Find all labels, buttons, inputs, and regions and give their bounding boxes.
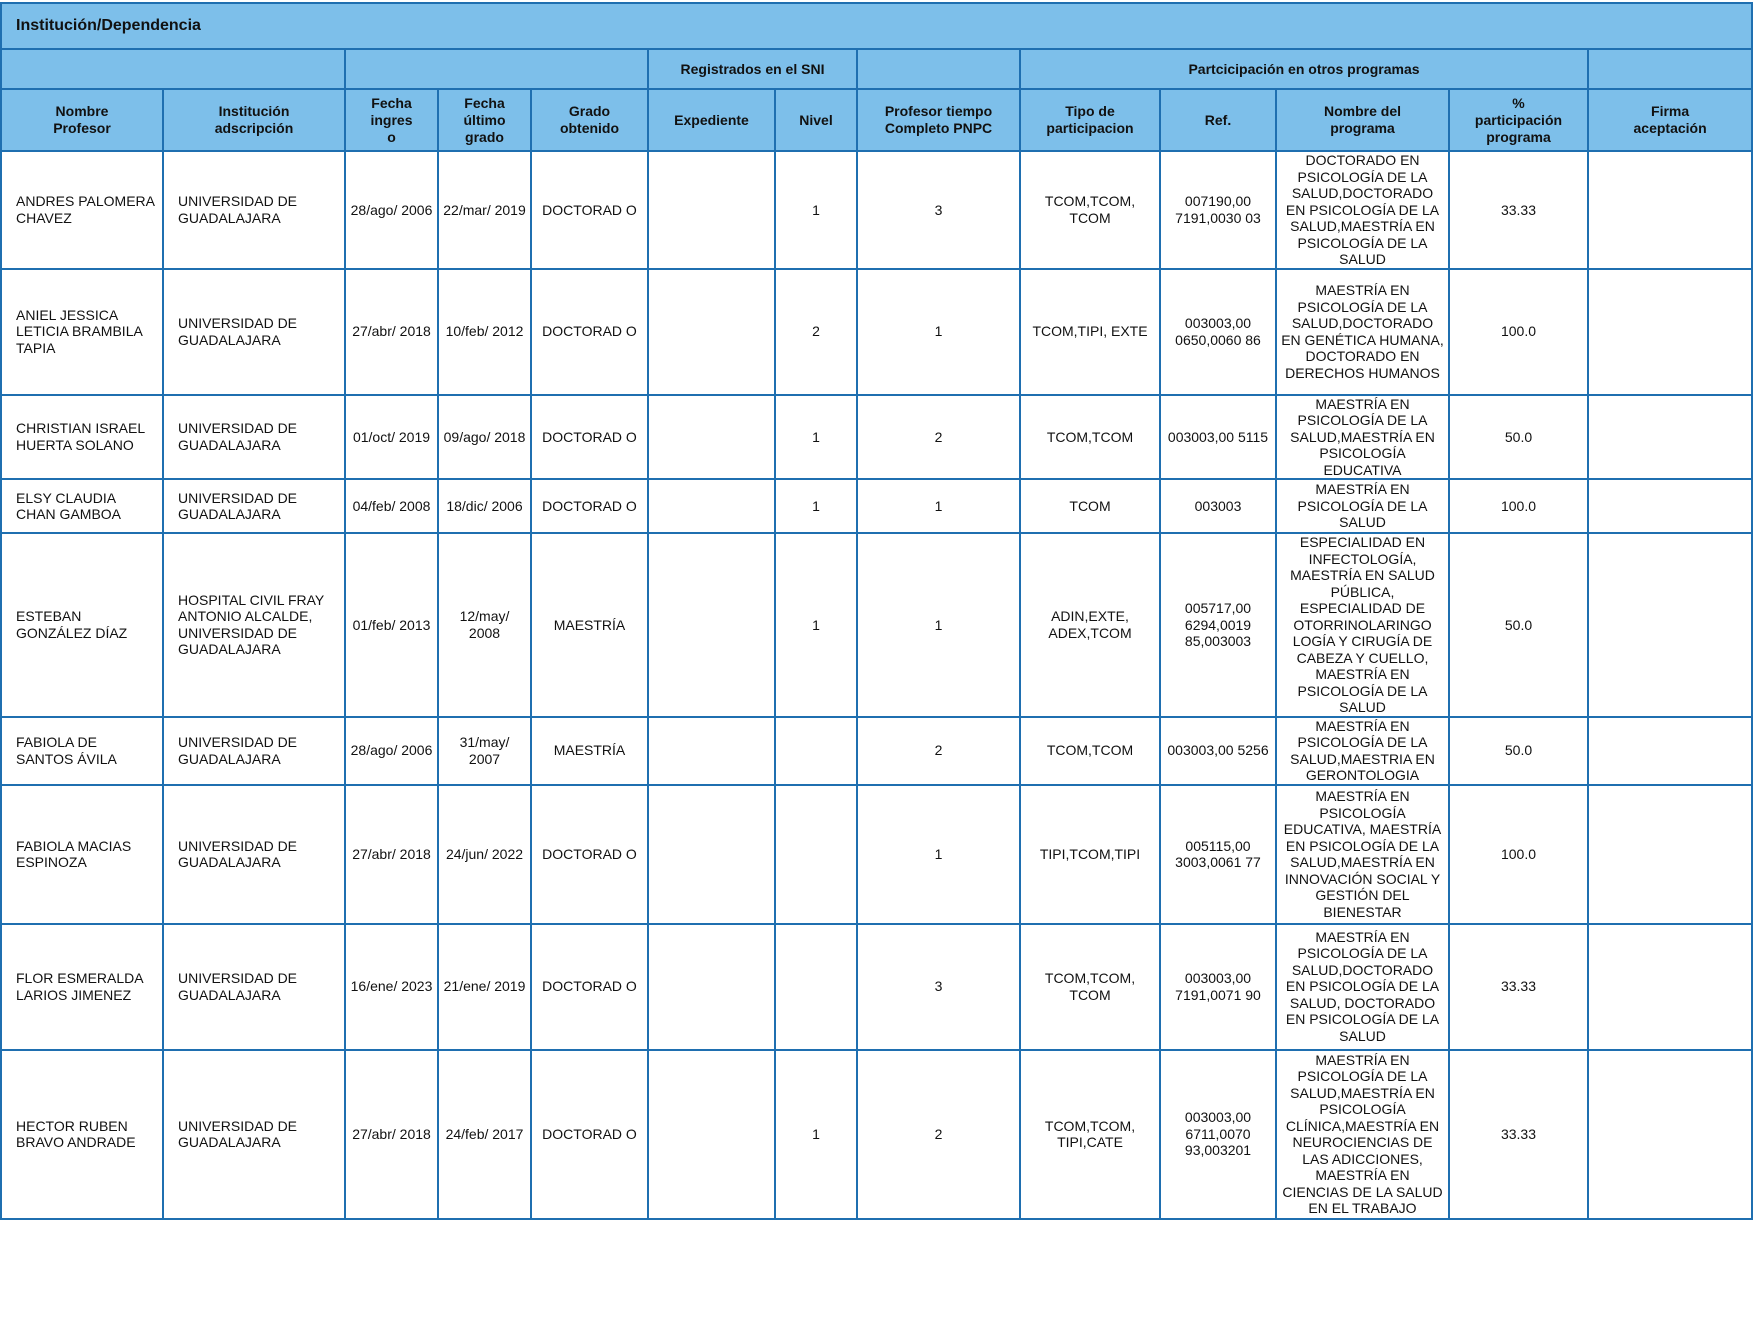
cell-fecha-ingreso: 01/oct/ 2019 — [345, 395, 438, 480]
table-title: Institución/Dependencia — [1, 3, 1752, 49]
cell-firma — [1588, 533, 1752, 717]
cell-nombre: FABIOLA DE SANTOS ÁVILA — [1, 717, 163, 785]
header-porcentaje: % participación programa — [1449, 89, 1588, 151]
cell-fecha-ingreso: 01/feb/ 2013 — [345, 533, 438, 717]
professors-table — [0, 2, 1753, 1220]
cell-institucion: UNIVERSIDAD DE GUADALAJARA — [163, 479, 345, 533]
cell-expediente — [648, 924, 775, 1050]
cell-tipo: TCOM,TCOM, TCOM — [1020, 151, 1160, 269]
cell-profesor-tiempo: 3 — [857, 924, 1020, 1050]
cell-ref: 003003,00 7191,0071 90 — [1160, 924, 1276, 1050]
header-grado: Grado obtenido — [531, 89, 648, 151]
cell-ref: 003003,00 5256 — [1160, 717, 1276, 785]
cell-programa: MAESTRÍA EN PSICOLOGÍA DE LA SALUD,DOCTORADO EN PSICOLOGÍA DE LA SALUD, DOCTORADO EN PSICOLOGÍA DE LA SALUD — [1276, 924, 1449, 1050]
cell-firma — [1588, 395, 1752, 480]
cell-institucion: UNIVERSIDAD DE GUADALAJARA — [163, 1050, 345, 1219]
cell-programa: DOCTORADO EN PSICOLOGÍA DE LA SALUD,DOCTORADO EN PSICOLOGÍA DE LA SALUD,MAESTRÍA EN PSICOLOGÍA DE LA SALUD — [1276, 151, 1449, 269]
cell-ref: 005717,00 6294,0019 85,003003 — [1160, 533, 1276, 717]
group-header-row — [1, 49, 1752, 89]
cell-nombre: FABIOLA MACIAS ESPINOZA — [1, 785, 163, 924]
cell-grado: DOCTORAD O — [531, 479, 648, 533]
cell-fecha-ingreso: 28/ago/ 2006 — [345, 717, 438, 785]
cell-tipo: TCOM,TIPI, EXTE — [1020, 269, 1160, 395]
cell-grado: MAESTRÍA — [531, 533, 648, 717]
cell-tipo: TCOM,TCOM, TIPI,CATE — [1020, 1050, 1160, 1219]
cell-tipo: ADIN,EXTE, ADEX,TCOM — [1020, 533, 1160, 717]
cell-porcentaje: 50.0 — [1449, 717, 1588, 785]
cell-institucion: UNIVERSIDAD DE GUADALAJARA — [163, 269, 345, 395]
cell-porcentaje: 100.0 — [1449, 785, 1588, 924]
cell-firma — [1588, 785, 1752, 924]
header-fecha-ultimo: Fecha último grado — [438, 89, 531, 151]
cell-grado: DOCTORAD O — [531, 785, 648, 924]
cell-firma — [1588, 1050, 1752, 1219]
cell-programa: MAESTRÍA EN PSICOLOGÍA DE LA SALUD — [1276, 479, 1449, 533]
cell-grado: DOCTORAD O — [531, 269, 648, 395]
cell-institucion: HOSPITAL CIVIL FRAY ANTONIO ALCALDE, UNIVERSIDAD DE GUADALAJARA — [163, 533, 345, 717]
cell-expediente — [648, 479, 775, 533]
cell-nombre: ANDRES PALOMERA CHAVEZ — [1, 151, 163, 269]
cell-nivel — [775, 717, 857, 785]
cell-tipo: TCOM,TCOM — [1020, 717, 1160, 785]
header-nombre: Nombre Profesor — [1, 89, 163, 151]
cell-fecha-ingreso: 16/ene/ 2023 — [345, 924, 438, 1050]
cell-institucion: UNIVERSIDAD DE GUADALAJARA — [163, 924, 345, 1050]
cell-programa: MAESTRÍA EN PSICOLOGÍA DE LA SALUD,MAESTRÍA EN PSICOLOGÍA CLÍNICA,MAESTRÍA EN NEUROCIENCIAS DE LAS ADICCIONES, MAESTRÍA EN CIENCIAS DE LA SALUD EN EL TRABAJO — [1276, 1050, 1449, 1219]
table-row — [1, 395, 1752, 480]
cell-fecha-ultimo: 10/feb/ 2012 — [438, 269, 531, 395]
cell-porcentaje: 50.0 — [1449, 395, 1588, 480]
cell-fecha-ultimo: 18/dic/ 2006 — [438, 479, 531, 533]
cell-ref: 005115,00 3003,0061 77 — [1160, 785, 1276, 924]
cell-grado: DOCTORAD O — [531, 395, 648, 480]
cell-nivel — [775, 785, 857, 924]
cell-fecha-ultimo: 12/may/ 2008 — [438, 533, 531, 717]
cell-fecha-ingreso: 27/abr/ 2018 — [345, 1050, 438, 1219]
cell-firma — [1588, 924, 1752, 1050]
cell-expediente — [648, 785, 775, 924]
cell-nombre: ESTEBAN GONZÁLEZ DÍAZ — [1, 533, 163, 717]
group-otros-programas: Partcicipación en otros programas — [1020, 49, 1588, 89]
cell-nombre: CHRISTIAN ISRAEL HUERTA SOLANO — [1, 395, 163, 480]
cell-expediente — [648, 269, 775, 395]
cell-ref: 003003,00 6711,0070 93,003201 — [1160, 1050, 1276, 1219]
table-row — [1, 924, 1752, 1050]
table-row — [1, 151, 1752, 269]
cell-ref: 007190,00 7191,0030 03 — [1160, 151, 1276, 269]
header-tipo: Tipo de participacion — [1020, 89, 1160, 151]
table-row — [1, 533, 1752, 717]
cell-profesor-tiempo: 1 — [857, 785, 1020, 924]
group-empty-cell — [857, 49, 1020, 89]
cell-nivel: 2 — [775, 269, 857, 395]
cell-fecha-ultimo: 31/may/ 2007 — [438, 717, 531, 785]
cell-nivel: 1 — [775, 1050, 857, 1219]
cell-programa: ESPECIALIDAD EN INFECTOLOGÍA, MAESTRÍA EN SALUD PÚBLICA, ESPECIALIDAD DE OTORRINOLARINGO LOGÍA Y CIRUGÍA DE CABEZA Y CUELLO, MAESTRÍA EN PSICOLOGÍA DE LA SALUD — [1276, 533, 1449, 717]
cell-tipo: TCOM,TCOM, TCOM — [1020, 924, 1160, 1050]
cell-nombre: ANIEL JESSICA LETICIA BRAMBILA TAPIA — [1, 269, 163, 395]
table-row — [1, 785, 1752, 924]
cell-firma — [1588, 717, 1752, 785]
cell-profesor-tiempo: 1 — [857, 533, 1020, 717]
cell-profesor-tiempo: 2 — [857, 1050, 1020, 1219]
cell-ref: 003003,00 5115 — [1160, 395, 1276, 480]
cell-porcentaje: 33.33 — [1449, 1050, 1588, 1219]
cell-expediente — [648, 717, 775, 785]
cell-firma — [1588, 479, 1752, 533]
cell-expediente — [648, 395, 775, 480]
cell-grado: DOCTORAD O — [531, 1050, 648, 1219]
cell-firma — [1588, 151, 1752, 269]
header-ref: Ref. — [1160, 89, 1276, 151]
cell-programa: MAESTRÍA EN PSICOLOGÍA DE LA SALUD,MAESTRÍA EN PSICOLOGÍA EDUCATIVA — [1276, 395, 1449, 480]
cell-profesor-tiempo: 2 — [857, 395, 1020, 480]
cell-porcentaje: 100.0 — [1449, 479, 1588, 533]
cell-firma — [1588, 269, 1752, 395]
cell-profesor-tiempo: 3 — [857, 151, 1020, 269]
cell-nombre: FLOR ESMERALDA LARIOS JIMENEZ — [1, 924, 163, 1050]
cell-fecha-ultimo: 24/jun/ 2022 — [438, 785, 531, 924]
cell-fecha-ultimo: 09/ago/ 2018 — [438, 395, 531, 480]
group-empty-cell — [345, 49, 648, 89]
cell-ref: 003003,00 0650,0060 86 — [1160, 269, 1276, 395]
cell-fecha-ultimo: 22/mar/ 2019 — [438, 151, 531, 269]
cell-nivel: 1 — [775, 151, 857, 269]
cell-institucion: UNIVERSIDAD DE GUADALAJARA — [163, 785, 345, 924]
group-sni: Registrados en el SNI — [648, 49, 857, 89]
cell-nivel — [775, 924, 857, 1050]
header-fecha-ingreso: Fecha ingres o — [345, 89, 438, 151]
cell-profesor-tiempo: 1 — [857, 479, 1020, 533]
cell-nivel: 1 — [775, 479, 857, 533]
cell-nombre: HECTOR RUBEN BRAVO ANDRADE — [1, 1050, 163, 1219]
cell-grado: DOCTORAD O — [531, 151, 648, 269]
cell-porcentaje: 50.0 — [1449, 533, 1588, 717]
table-row — [1, 269, 1752, 395]
cell-programa: MAESTRÍA EN PSICOLOGÍA DE LA SALUD,MAESTRIA EN GERONTOLOGIA — [1276, 717, 1449, 785]
cell-expediente — [648, 533, 775, 717]
cell-expediente — [648, 151, 775, 269]
cell-porcentaje: 33.33 — [1449, 151, 1588, 269]
cell-profesor-tiempo: 2 — [857, 717, 1020, 785]
cell-ref: 003003 — [1160, 479, 1276, 533]
table-row — [1, 479, 1752, 533]
cell-tipo: TCOM — [1020, 479, 1160, 533]
cell-institucion: UNIVERSIDAD DE GUADALAJARA — [163, 395, 345, 480]
cell-nombre: ELSY CLAUDIA CHAN GAMBOA — [1, 479, 163, 533]
cell-grado: DOCTORAD O — [531, 924, 648, 1050]
header-nivel: Nivel — [775, 89, 857, 151]
table-row — [1, 1050, 1752, 1219]
cell-nivel: 1 — [775, 533, 857, 717]
cell-fecha-ingreso: 04/feb/ 2008 — [345, 479, 438, 533]
cell-fecha-ingreso: 28/ago/ 2006 — [345, 151, 438, 269]
cell-fecha-ingreso: 27/abr/ 2018 — [345, 785, 438, 924]
cell-porcentaje: 33.33 — [1449, 924, 1588, 1050]
header-institucion: Institución adscripción — [163, 89, 345, 151]
cell-institucion: UNIVERSIDAD DE GUADALAJARA — [163, 151, 345, 269]
table-row — [1, 717, 1752, 785]
cell-expediente — [648, 1050, 775, 1219]
cell-nivel: 1 — [775, 395, 857, 480]
cell-programa: MAESTRÍA EN PSICOLOGÍA EDUCATIVA, MAESTRÍA EN PSICOLOGÍA DE LA SALUD,MAESTRÍA EN INNOVACIÓN SOCIAL Y GESTIÓN DEL BIENESTAR — [1276, 785, 1449, 924]
cell-fecha-ingreso: 27/abr/ 2018 — [345, 269, 438, 395]
cell-grado: MAESTRÍA — [531, 717, 648, 785]
group-empty-cell — [1588, 49, 1752, 89]
cell-tipo: TIPI,TCOM,TIPI — [1020, 785, 1160, 924]
cell-tipo: TCOM,TCOM — [1020, 395, 1160, 480]
cell-porcentaje: 100.0 — [1449, 269, 1588, 395]
header-profesor-tiempo: Profesor tiempo Completo PNPC — [857, 89, 1020, 151]
header-firma: Firma aceptación — [1588, 89, 1752, 151]
cell-programa: MAESTRÍA EN PSICOLOGÍA DE LA SALUD,DOCTORADO EN GENÉTICA HUMANA, DOCTORADO EN DERECHOS HUMANOS — [1276, 269, 1449, 395]
cell-fecha-ultimo: 24/feb/ 2017 — [438, 1050, 531, 1219]
cell-profesor-tiempo: 1 — [857, 269, 1020, 395]
cell-institucion: UNIVERSIDAD DE GUADALAJARA — [163, 717, 345, 785]
header-expediente: Expediente — [648, 89, 775, 151]
header-nombre-programa: Nombre del programa — [1276, 89, 1449, 151]
column-header-row — [1, 89, 1752, 151]
cell-fecha-ultimo: 21/ene/ 2019 — [438, 924, 531, 1050]
group-empty-cell — [1, 49, 345, 89]
